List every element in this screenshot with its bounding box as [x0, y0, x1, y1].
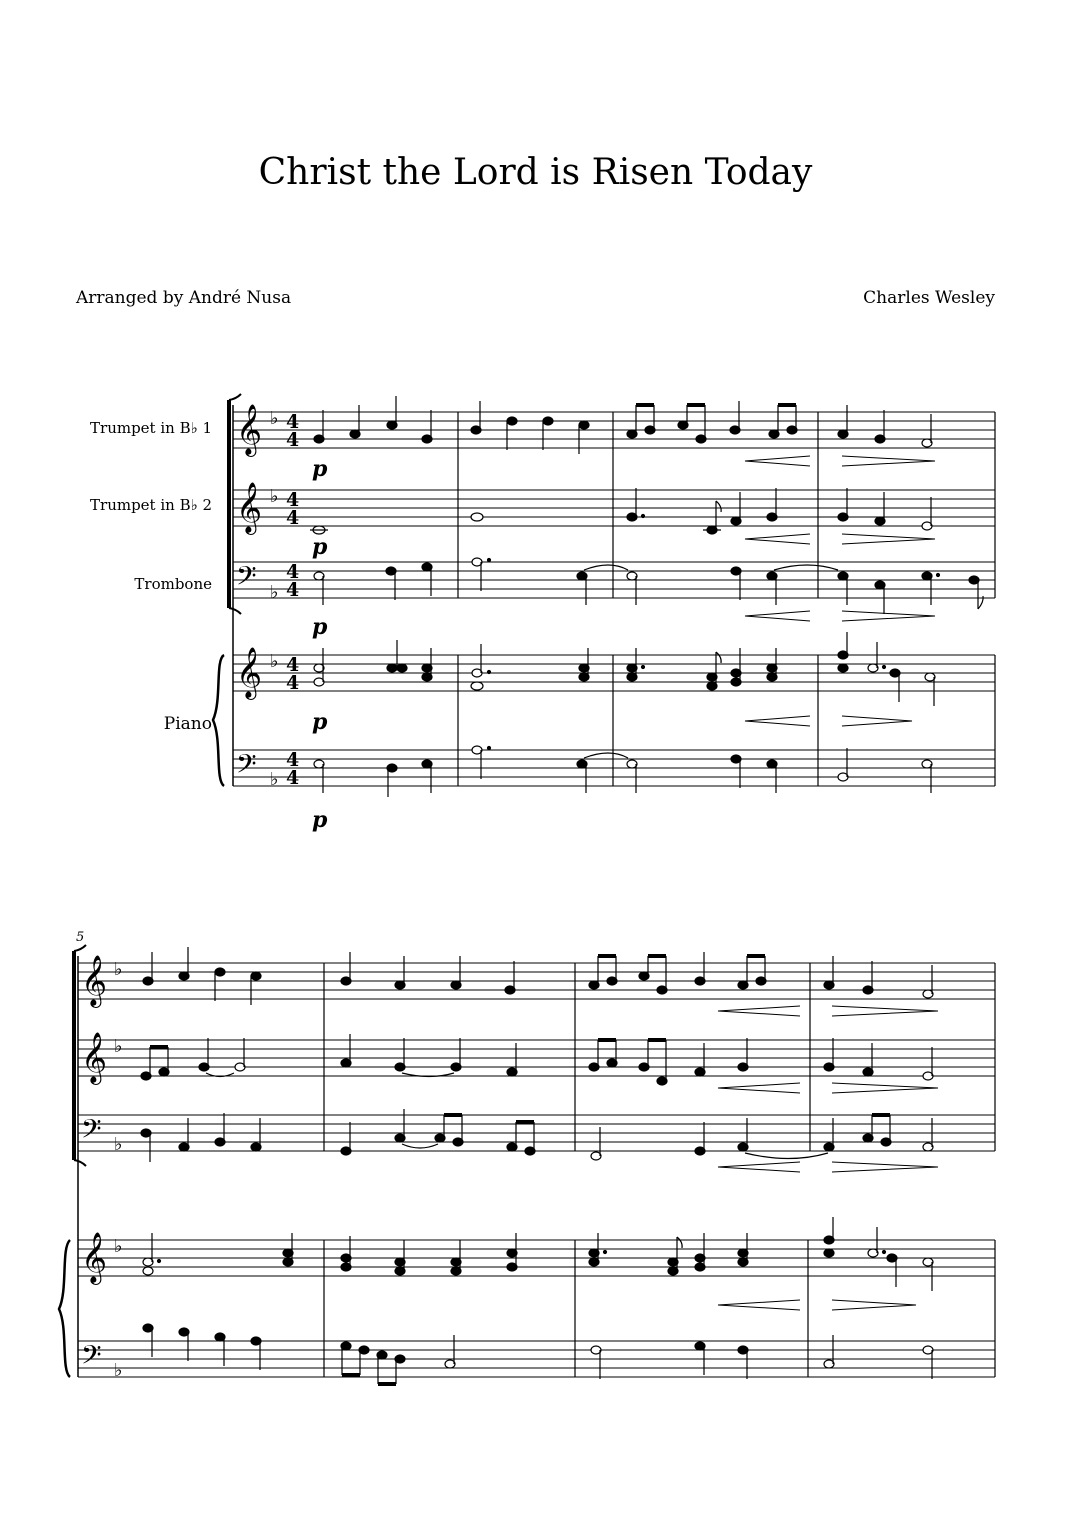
svg-text:♭: ♭ [270, 651, 279, 672]
svg-text:♭: ♭ [270, 769, 279, 790]
svg-text:4: 4 [286, 767, 300, 789]
notes-piano-bass-system-2 [143, 1324, 933, 1384]
hairpins-system-2 [718, 1006, 938, 1310]
notes-trumpet-2-system-2 [141, 1034, 933, 1085]
svg-text:4: 4 [286, 672, 300, 694]
notes-piano-treble-system-2 [143, 1217, 933, 1291]
staff-piano-bass [233, 750, 995, 786]
svg-text:4: 4 [286, 507, 300, 529]
svg-text:4: 4 [286, 561, 300, 583]
svg-text:4: 4 [286, 429, 300, 451]
staff-trombone-system-2 [78, 1115, 995, 1151]
svg-text:4: 4 [286, 579, 300, 601]
label-trumpet-2: Trumpet in B♭ 2 [90, 496, 212, 514]
treble-clef-icon: 𝄞 [81, 1032, 108, 1083]
key-signature-flats [114, 959, 123, 1381]
svg-text:♭: ♭ [270, 486, 279, 507]
notes-trumpet-2 [310, 488, 932, 534]
bass-clef-icon: 𝄢 [81, 1339, 102, 1377]
composer-credit: Charles Wesley [863, 288, 995, 308]
label-trombone: Trombone [134, 575, 212, 593]
piano-brace [213, 655, 224, 786]
staff-piano-treble-system-2 [78, 1240, 995, 1276]
key-signature-flats [270, 408, 279, 790]
dynamic-marking: p [312, 807, 328, 833]
system-1 [90, 394, 995, 833]
treble-clef-icon: 𝄞 [236, 647, 263, 698]
dynamic-marking: p [312, 534, 328, 560]
staff-piano-treble [233, 655, 995, 691]
staff-trombone [233, 562, 995, 598]
treble-clef-icon: 𝄞 [81, 955, 108, 1006]
svg-text:4: 4 [286, 654, 300, 676]
time-signatures [286, 411, 299, 789]
notes-trumpet-1-system-2 [143, 947, 933, 1005]
svg-text:♭: ♭ [114, 1134, 123, 1155]
notes-trombone [314, 558, 983, 614]
bass-clef-icon: 𝄢 [236, 560, 257, 598]
notes-trombone-system-2 [141, 1109, 933, 1162]
svg-text:4: 4 [286, 411, 300, 433]
svg-text:♭: ♭ [270, 582, 279, 603]
score-title: Christ the Lord is Risen Today [258, 152, 813, 193]
svg-text:♭: ♭ [270, 408, 279, 429]
label-piano: Piano [163, 714, 212, 734]
piano-brace [59, 1240, 70, 1377]
label-trumpet-1: Trumpet in B♭ 1 [90, 419, 212, 437]
treble-clef-icon: 𝄞 [81, 1232, 108, 1283]
hairpins-system-1 [745, 456, 935, 726]
svg-text:4: 4 [286, 489, 300, 511]
dynamic-marking: p [312, 709, 328, 735]
svg-text:♭: ♭ [114, 1036, 123, 1057]
arranger-credit: Arranged by André Nusa [76, 288, 292, 308]
bass-clef-icon: 𝄢 [81, 1113, 102, 1151]
dynamic-marking: p [312, 456, 328, 482]
treble-clef-icon: 𝄞 [236, 404, 263, 455]
notes-piano-bass [314, 746, 932, 797]
bass-clef-icon: 𝄢 [236, 748, 257, 786]
notes-piano-treble [314, 632, 935, 706]
measure-number: 5 [76, 930, 85, 945]
svg-text:♭: ♭ [114, 1236, 123, 1257]
barlines-system-1 [458, 412, 995, 786]
notes-trumpet-1 [314, 396, 932, 454]
staff-piano-bass-system-2 [78, 1341, 995, 1377]
svg-text:♭: ♭ [114, 1360, 123, 1381]
barlines-system-2 [324, 963, 995, 1377]
staff-trumpet-2-system-2 [78, 1040, 995, 1076]
dynamic-marking: p [312, 614, 328, 640]
treble-clef-icon: 𝄞 [236, 482, 263, 533]
system-2 [59, 930, 995, 1384]
svg-text:♭: ♭ [114, 959, 123, 980]
svg-text:4: 4 [286, 749, 300, 771]
